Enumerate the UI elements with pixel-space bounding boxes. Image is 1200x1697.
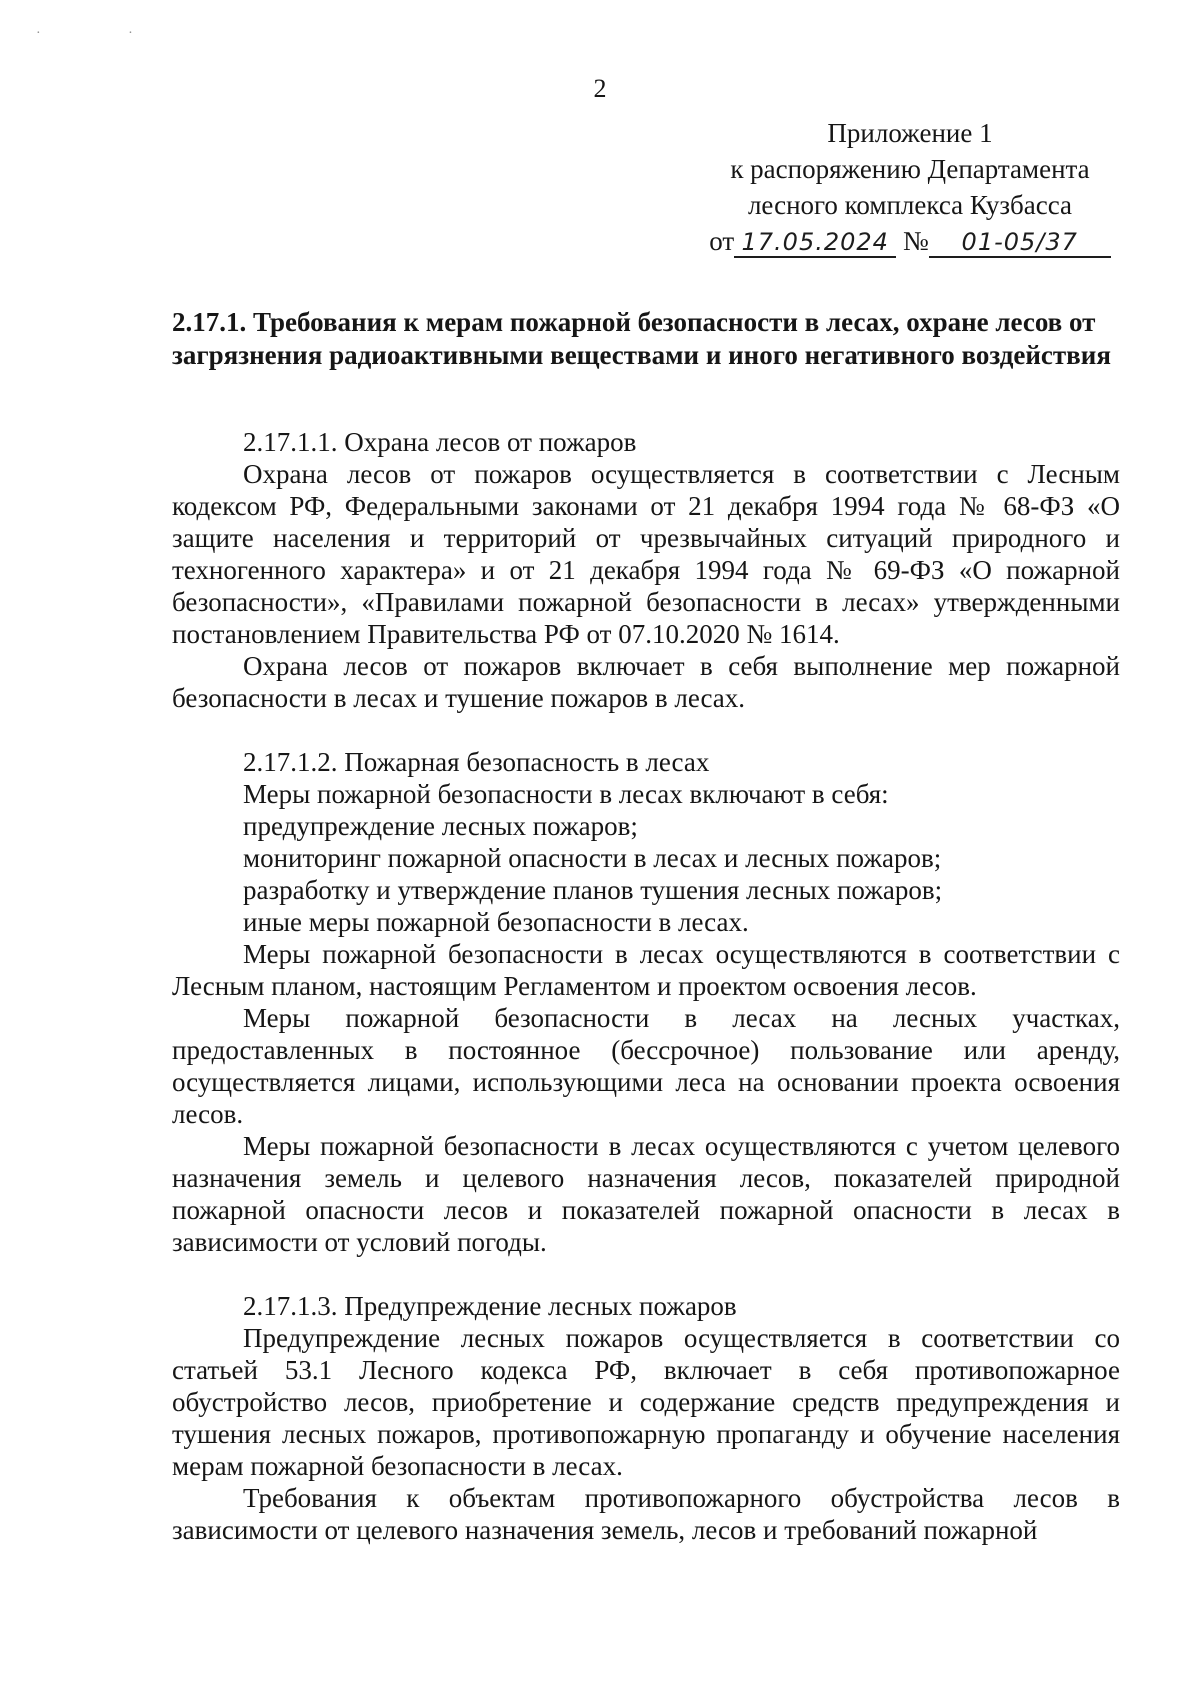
appendix-line2: к распоряжению Департамента [730, 154, 1090, 184]
subsection-fire-safety [172, 746, 1120, 1258]
handwritten-number: 01-05/37 [929, 228, 1111, 258]
paragraph: Меры пожарной безопасности в лесах на лесных участках, предоставленных в постоянное (бессрочное) пользование или аренду, осуществляется лицами, использующими леса на основании проекта освоения лесов. [172, 1003, 1120, 1129]
paragraph: Требования к объектам противопожарного обустройства лесов в зависимости от целевого назначения земель, лесов и требований пожарной [172, 1483, 1120, 1545]
subsection-fire-protection [172, 426, 1120, 714]
subsection-heading: 2.17.1.3. Предупреждение лесных пожаров [243, 1291, 737, 1321]
list-item: разработку и утверждение планов тушения лесных пожаров; [243, 875, 943, 905]
appendix-block [690, 115, 1130, 259]
paragraph: Охрана лесов от пожаров включает в себя выполнение мер пожарной безопасности в лесах и тушение пожаров в лесах. [172, 651, 1120, 713]
from-label: от [709, 226, 735, 256]
list-intro: Меры пожарной безопасности в лесах включают в себя: [243, 779, 889, 809]
appendix-line3: лесного комплекса Кузбасса [747, 190, 1073, 220]
appendix-line1: Приложение 1 [827, 118, 993, 148]
section-title: 2.17.1. Требования к мерам пожарной безопасности в лесах, охране лесов от загрязнения радиоактивными веществами и иного негативного воздействия [172, 307, 1111, 370]
list-item: предупреждение лесных пожаров; [243, 811, 638, 841]
subsection-heading: 2.17.1.2. Пожарная безопасность в лесах [243, 747, 710, 777]
list-item: мониторинг пожарной опасности в лесах и лесных пожаров; [243, 843, 942, 873]
paragraph: Меры пожарной безопасности в лесах осуществляются в соответствии с Лесным планом, настоящим Регламентом и проектом освоения лесов. [172, 939, 1120, 1001]
paragraph: Предупреждение лесных пожаров осуществляется в соответствии со статьей 53.1 Лесного кодекса РФ, включает в себя противопожарное обустройство лесов, приобретение и содержание средств предупреждения и тушения лесных пожаров, противопожарную пропаганду и обучение населения мерам пожарной безопасности в лесах. [172, 1323, 1120, 1481]
document-body [172, 306, 1120, 1578]
number-label: № [902, 226, 929, 256]
list-item: иные меры пожарной безопасности в лесах. [243, 907, 749, 937]
page-number: 2 [593, 74, 607, 103]
paragraph: Охрана лесов от пожаров осуществляется в соответствии с Лесным кодексом РФ, Федеральными законами от 21 декабря 1994 года № 68-ФЗ «О защите населения и территорий от чрезвычайных ситуаций природного и техногенного характера» и от 21 декабря 1994 года № 69-ФЗ «О пожарной безопасности», «Правилами пожарной безопасности в лесах» утвержденными постановлением Правительства РФ от 07.10.2020 № 1614. [172, 459, 1120, 649]
paragraph: Меры пожарной безопасности в лесах осуществляются с учетом целевого назначения земель и целевого назначения лесов, показателей природной пожарной опасности лесов и показателей пожарной опасности в лесах в зависимости от условий погоды. [172, 1131, 1120, 1257]
scan-specks: · · [36, 26, 175, 41]
appendix-date-number-line [690, 223, 1130, 259]
subsection-fire-prevention [172, 1290, 1120, 1546]
subsection-heading: 2.17.1.1. Охрана лесов от пожаров [243, 427, 637, 457]
handwritten-date: 17.05.2024 [734, 228, 896, 258]
